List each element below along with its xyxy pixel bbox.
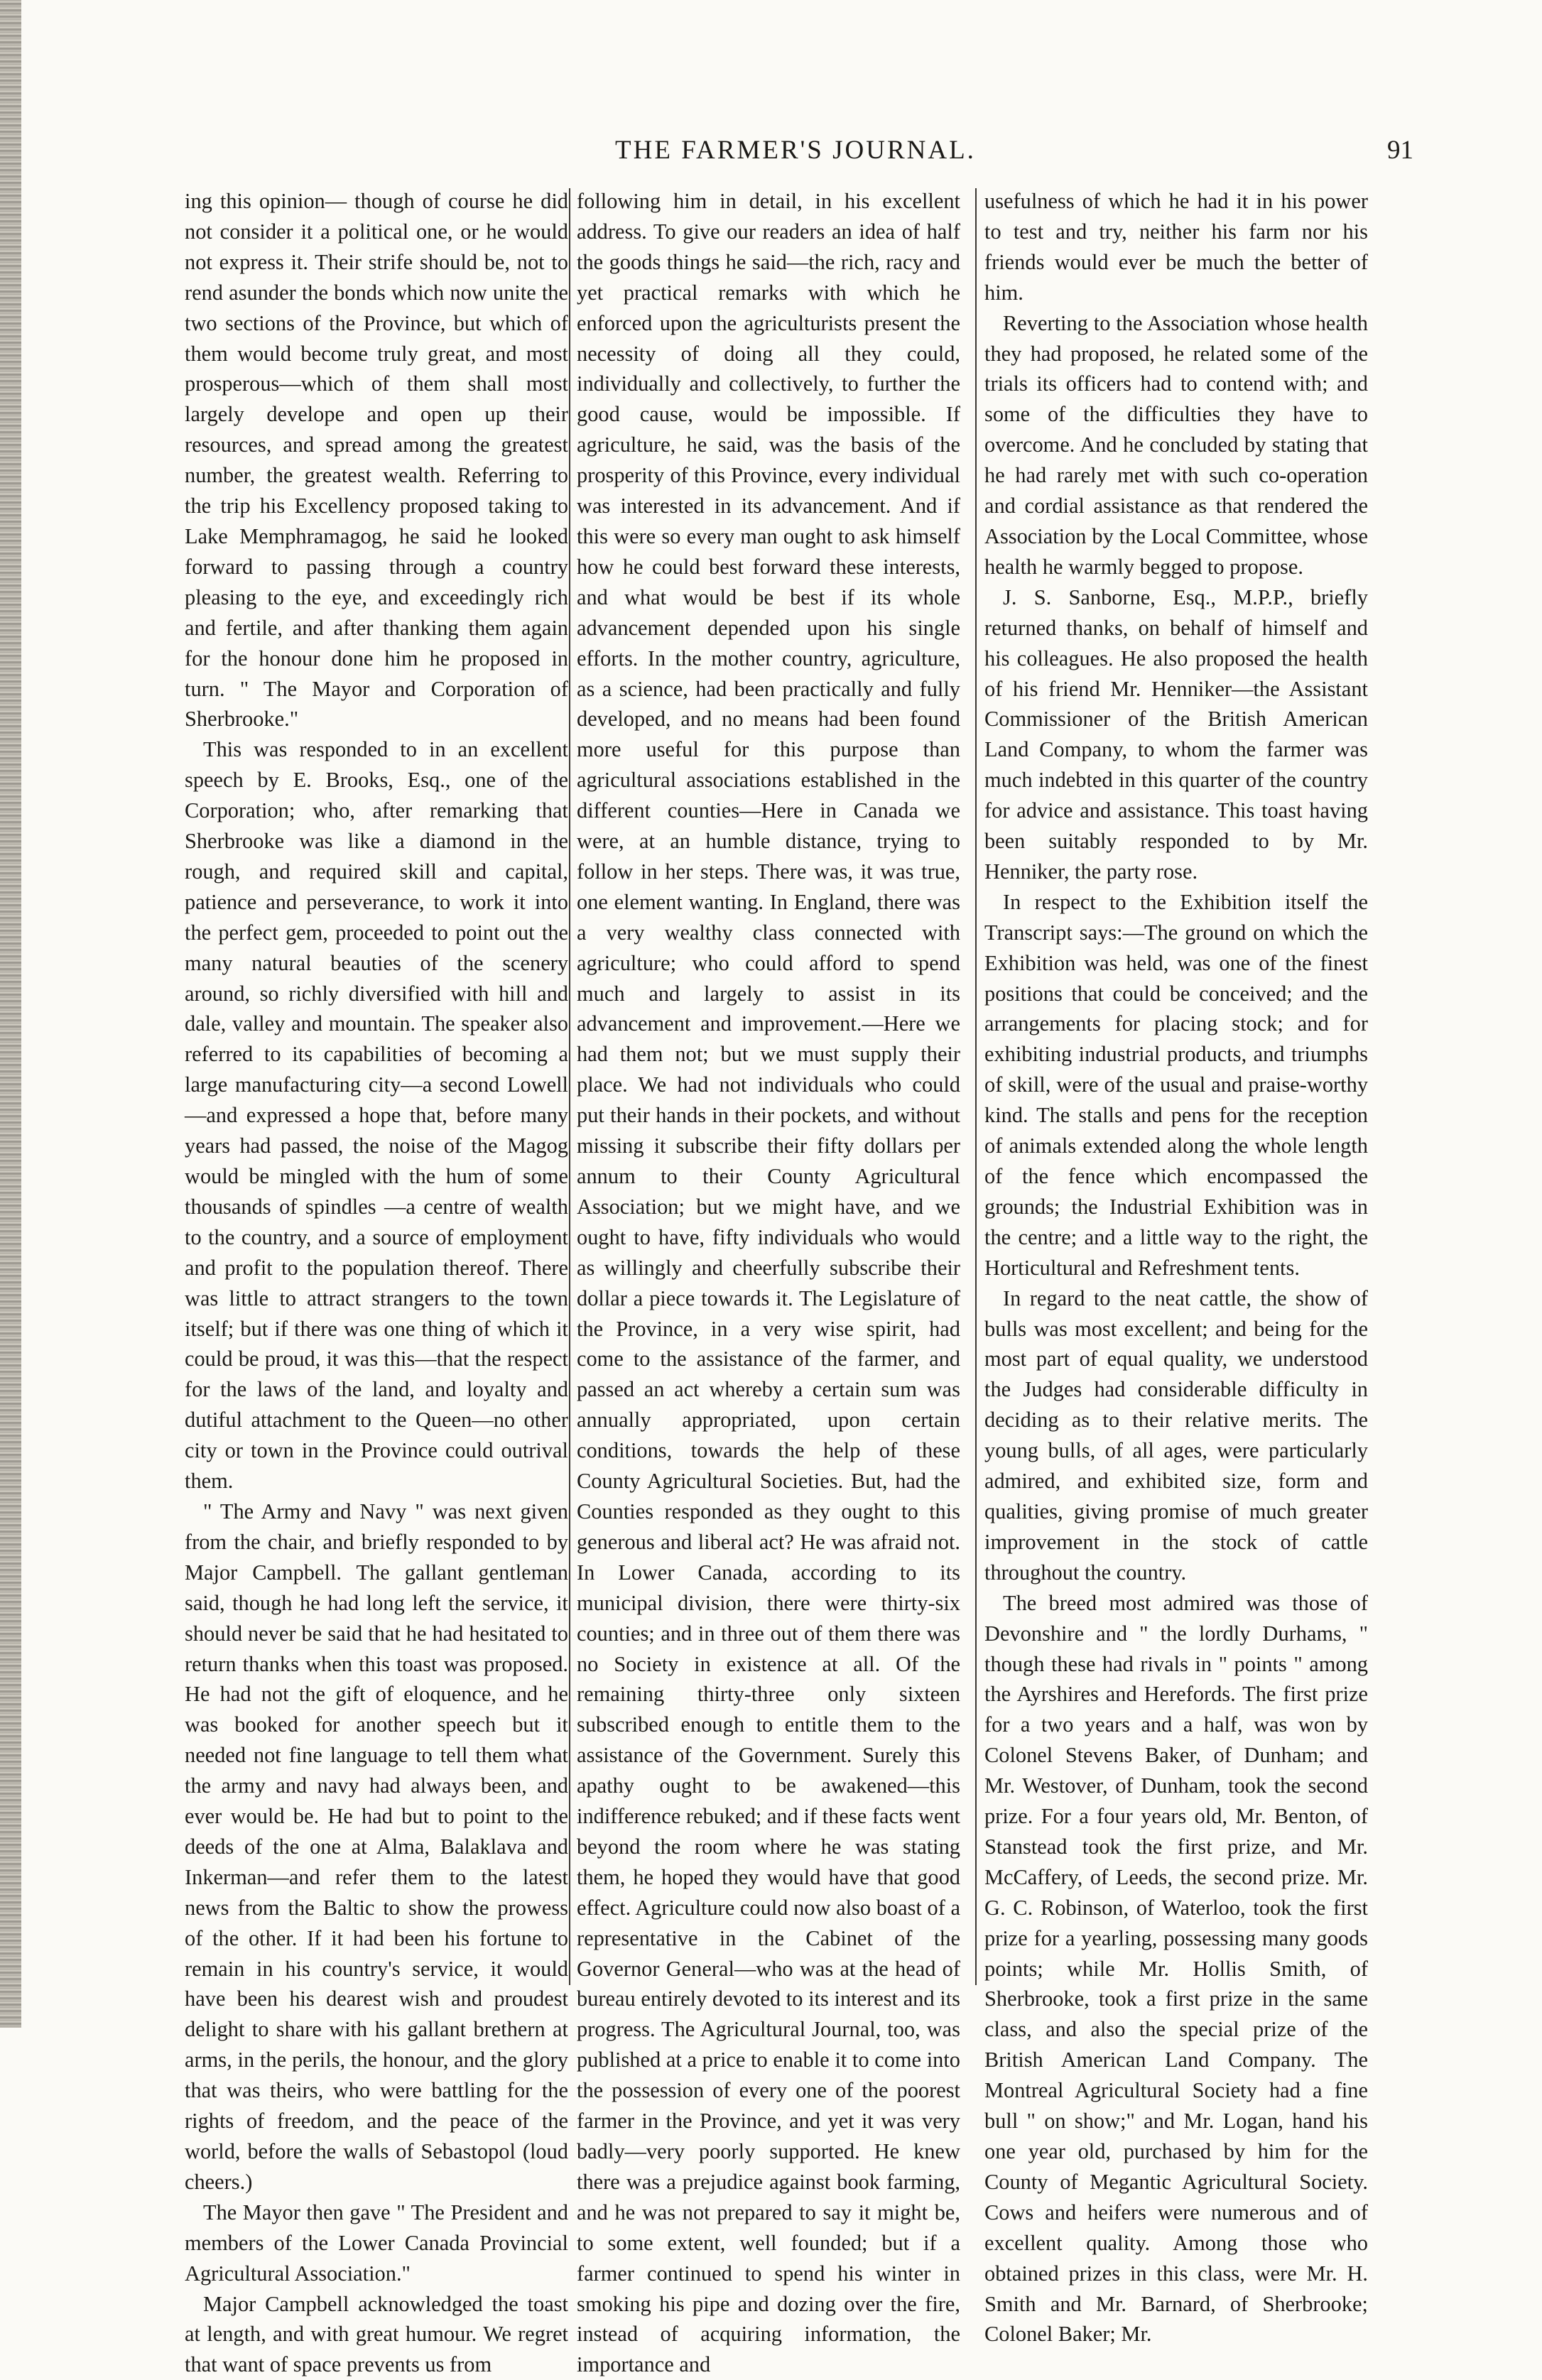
column-divider — [569, 188, 570, 1985]
text-column-1 — [185, 186, 568, 2380]
paragraph: Major Campbell acknowledged the toast at length, and with great humour. We regret that want of space prevents us from — [185, 2291, 568, 2377]
paragraph: following him in detail, in his excellent address. To give our readers an idea of half the goods things he said—the rich, racy and yet practical remarks with which he enforced upon the agriculturists present the necessity of doing all they could, individually and collectively, to further the good cause, would be impossible. If agriculture, he said, was the basis of the prosperity of this Province, every individual was interested in its advancement. And if this were so every man ought to ask himself how he could best forward these interests, and what would be best if its whole advancement depended upon his single efforts. In the mother country, agriculture, as a science, had been practically and fully developed, and no means had been found more useful for this purpose than agricultural associations established in the different counties—Here in Canada we were, at an humble distance, trying to follow in her steps. There was, it was true, one element wanting. In England, there was a very wealthy class connected with agriculture; who could afford to spend much and largely to assist in its advancement and improvement.—Here we had them not; but we must supply their place. We had not individuals who could put their hands in their pockets, and without missing it subscribe their fifty dollars per annum to their County Agricultural Association; but we might have, and we ought to have, fifty individuals who would as willingly and cheerfully subscribe their dollar a piece towards it. The Legislature of the Province, in a very wise spirit, had come to the assistance of the farmer, and passed an act whereby a certain sum was annually appropriated, upon certain conditions, towards the help of these County Agricultural Societies. But, had the Counties responded as they ought to this generous and liberal act? He was afraid not. In Lower Canada, according to its municipal division, there were thirty-six counties; and in three out of them there was no Society in existence at all. Of the remaining thirty-three only sixteen subscribed enough to entitle them to the assistance of the Government. Surely this apathy ought to be awakened—this indifference rebuked; and if these facts went beyond the room where he was stating them, he hoped they would have that good effect. Agriculture could now also boast of a representative in the Cabinet of the Governor General—who was at the head of bureau entirely devoted to its interest and its progress. The Agricultural Journal, too, was published at a price to enable it to come into the possession of every one of the poorest farmer in the Province, and yet it was very badly—very poorly supported. He knew there was a prejudice against book farming, and he was not prepared to say it might be, to some extent, well founded; but if a farmer continued to spend his winter in smoking his pipe and dozing over the fire, instead of acquiring information, the importance and — [577, 189, 960, 2377]
paragraph: In respect to the Exhibition itself the Transcript says:—The ground on which the Exhibition was held, was one of the finest positions that could be conceived; and the arrangements for placing stock; and for exhibiting industrial products, and triumphs of skill, were of the usual and praise-worthy kind. The stalls and pens for the reception of animals extended along the whole length of the fence which encompassed the grounds; the Industrial Exhibition was in the centre; and a little way to the right, the Horticultural and Refreshment tents. — [984, 889, 1368, 1280]
column-divider — [975, 188, 977, 1985]
paragraph: The breed most admired was those of Devonshire and " the lordly Durhams, " though these had rivals in " points " among the Ayrshires and Herefords. The first prize for a two years and a half, was won by Colonel Stevens Baker, of Dunham; and Mr. Westover, of Dunham, took the second prize. For a four years old, Mr. Benton, of Stanstead took the first prize, and Mr. McCaffery, of Leeds, the second prize. Mr. G. C. Robinson, of Waterloo, took the first prize for a yearling, possessing many goods points; while Mr. Hollis Smith, of Sherbrooke, took a first prize in the same class, and also the special prize of the British American Land Company. The Montreal Agricultural Society had a fine bull " on show;" and Mr. Logan, hand his one year old, purchased by him for the County of Megantic Agricultural Society. Cows and heifers were numerous and of excellent quality. Among those who obtained prizes in this class, were Mr. H. Smith and Mr. Barnard, of Sherbrooke; Colonel Baker; Mr. — [984, 1590, 1368, 2347]
paragraph: Reverting to the Association whose health they had proposed, he related some of the trials its officers had to contend with; and some of the difficulties they have to overcome. And he concluded by stating that he had rarely met with such co-operation and cordial assistance as that rendered the Association by the Local Committee, whose health he warmly begged to propose. — [984, 310, 1368, 579]
text-column-3 — [984, 186, 1368, 2349]
page-number: 91 — [1387, 136, 1413, 165]
paragraph: " The Army and Navy " was next given from the chair, and briefly responded to by Major Campbell. The gallant gentleman said, though he had long left the service, it should never be said that he had hesitated to return thanks when this toast was proposed. He had not the gift of eloquence, and he was booked for another speech but it needed not fine language to tell them what the army and navy had always been, and ever would be. He had but to point to the deeds of the one at Alma, Balaklava and Inkerman—and refer them to the latest news from the Baltic to show the prowess of the other. If it had been his fortune to remain in his country's service, it would have been his dearest wish and proudest delight to share with his gallant brethern at arms, in the perils, the honour, and the glory that was theirs, who were battling for the rights of freedom, and the peace of the world, before the walls of Sebastopol (loud cheers.) — [185, 1499, 568, 2194]
paragraph: J. S. Sanborne, Esq., M.P.P., briefly returned thanks, on behalf of himself and his colleagues. He also proposed the health of his friend Mr. Henniker—the Assistant Commissioner of the British American Land Company, to whom the farmer was much indebted in this quarter of the country for advice and assistance. This toast having been suitably responded to by Mr. Henniker, the party rose. — [984, 585, 1368, 884]
scanned-binding-edge — [0, 0, 21, 2028]
paragraph: The Mayor then gave " The President and members of the Lower Canada Provincial Agricultural Association." — [185, 2200, 568, 2286]
paragraph: This was responded to in an excellent speech by E. Brooks, Esq., one of the Corporation; who, after remarking that Sherbrooke was like a diamond in the rough, and required skill and capital, patience and perseverance, to work it into the perfect gem, proceeded to point out the many natural beauties of the scenery around, so richly diversified with hill and dale, valley and mountain. The speaker also referred to its capabilities of becoming a large manufacturing city—a second Lowell—and expressed a hope that, before many years had passed, the noise of the Magog would be mingled with the hum of some thousands of spindles —a centre of wealth to the country, and a source of employment and profit to the population thereof. There was little to attract strangers to the town itself; but if there was one thing of which it could be proud, it was this—that the respect for the laws of the land, and loyalty and dutiful attachment to the Queen—no other city or town in the Province could outrival them. — [185, 737, 568, 1494]
paragraph: usefulness of which he had it in his power to test and try, neither his farm nor his friends would ever be much the better of him. — [984, 189, 1368, 305]
running-title: THE FARMER'S JOURNAL. — [615, 136, 976, 165]
page-header — [178, 135, 1413, 178]
paragraph: In regard to the neat cattle, the show of bulls was most excellent; and being for the most part of equal quality, we understood the Judges had considerable difficulty in deciding as to their relative merits. The young bulls, of all ages, were particularly admired, and exhibited size, form and qualities, giving promise of much greater improvement in the stock of cattle throughout the country. — [984, 1286, 1368, 1585]
paragraph: ing this opinion— though of course he did not consider it a political one, or he would not express it. Their strife should be, not to rend asunder the bonds which now unite the two sections of the Province, but which of them would become truly great, and most prosperous—which of them shall most largely develope and open up their resources, and spread among the greatest number, the greatest wealth. Referring to the trip his Excellency proposed taking to Lake Memphramagog, he said he looked forward to passing through a country pleasing to the eye, and exceedingly rich and fertile, and after thanking them again for the honour done him he proposed in turn. " The Mayor and Corporation of Sherbrooke." — [185, 189, 568, 732]
text-column-2 — [577, 186, 960, 2380]
